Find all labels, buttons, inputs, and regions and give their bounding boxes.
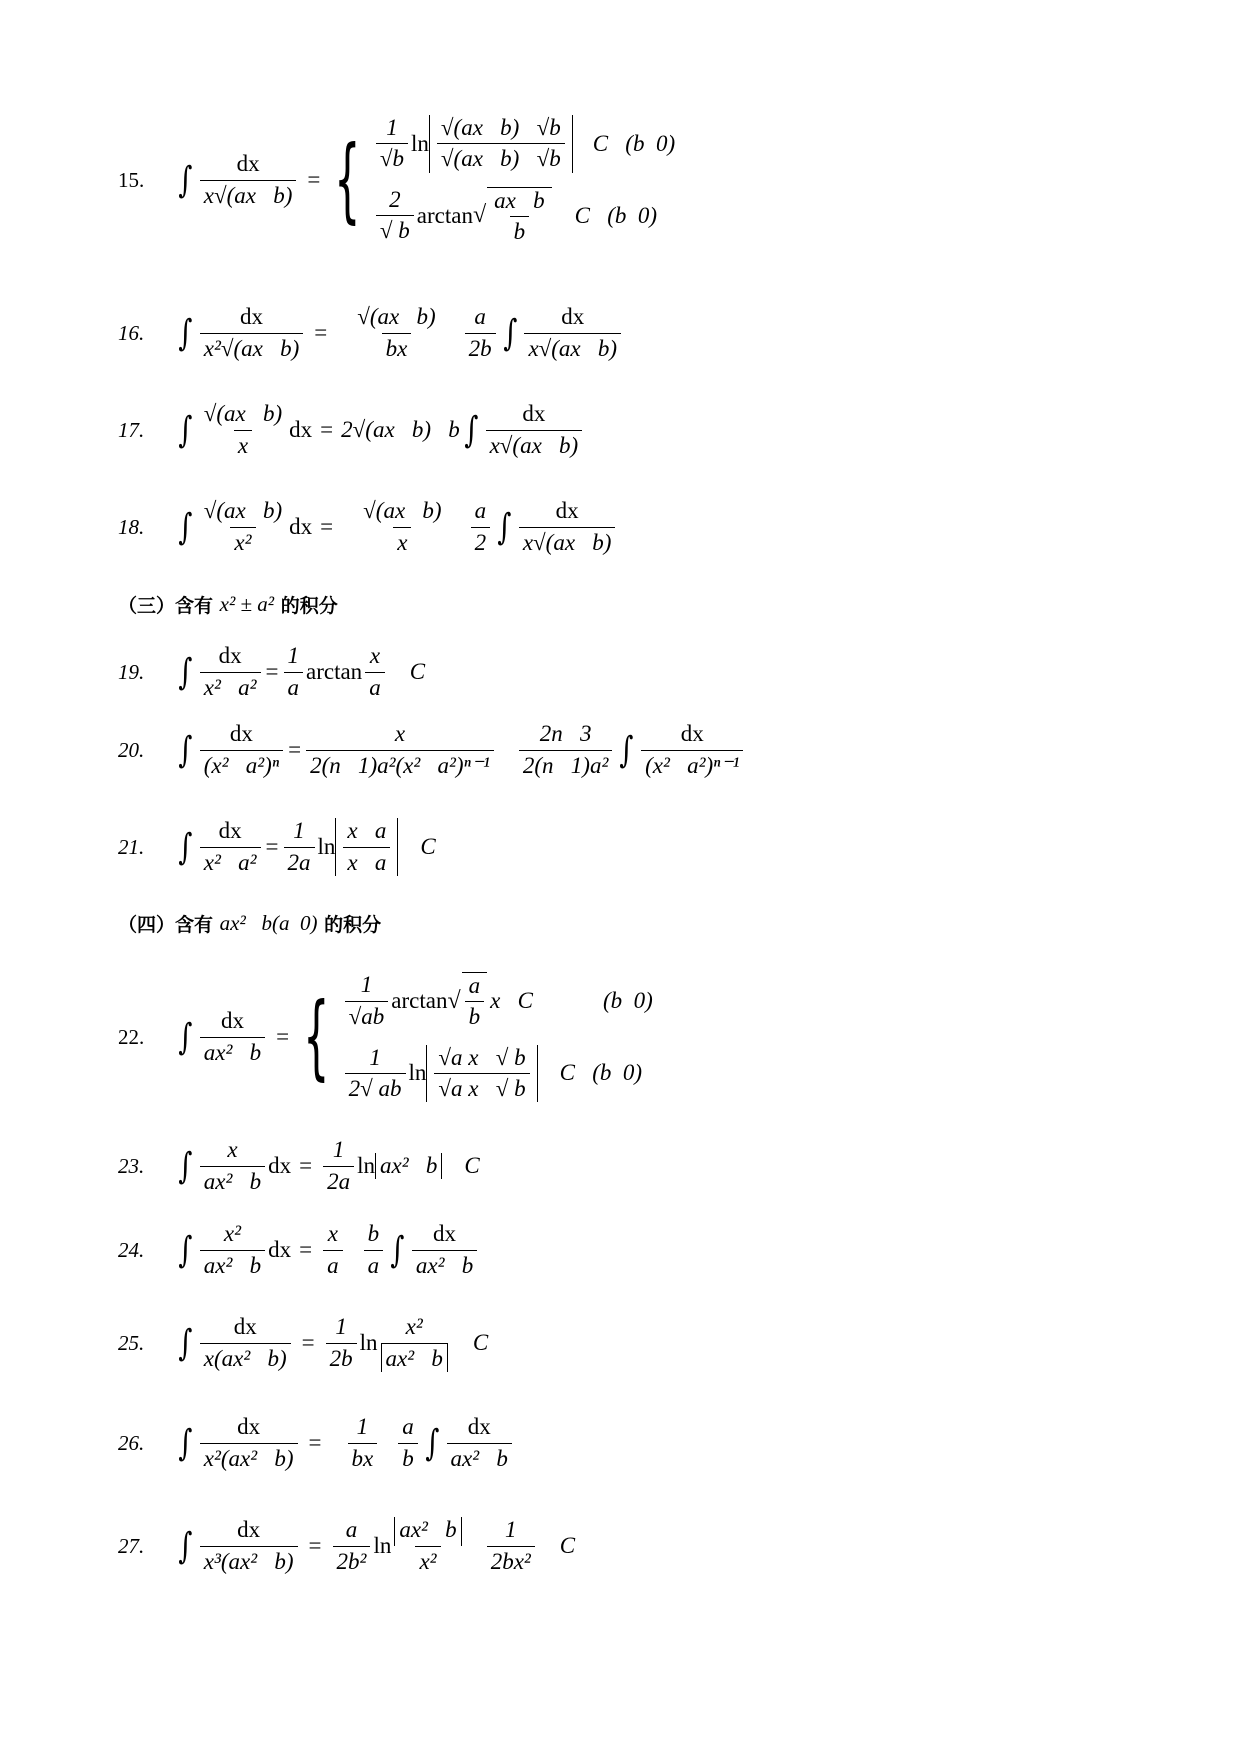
- case-list: [373, 115, 675, 246]
- formula-number: 17.: [118, 417, 145, 442]
- formula-number: 24.: [118, 1237, 145, 1262]
- formula-number: 25.: [118, 1330, 145, 1355]
- left-brace: {: [303, 983, 330, 1090]
- absolute-value: $\frac{\text{√(ax b) √b}}{\text{√(ax b) √b}}$: [429, 115, 573, 173]
- left-brace: {: [334, 126, 361, 233]
- formula-17: 17. ∫ $\frac{\text{√(ax b)}}{x}$ dx = 2√(ax b) b ∫ $\frac{dx}{\text{x√(ax b)}}$: [118, 395, 585, 465]
- formula-27: 27. ∫ $\frac{dx}{\text{x³(ax² b)}}$ = $\frac{a}{\text{2b²}}$ ln $\frac{\text{ax² b}}{\text{x²}}$ $\frac{1}{\text{2bx²}}$ C: [118, 1517, 576, 1574]
- radical-sign: √: [472, 202, 487, 229]
- formula-number: 21.: [118, 834, 145, 859]
- section-heading-4: （四）含有 ax² b(a 0) 的积分: [118, 911, 382, 936]
- formula-25: 25. ∫ $\frac{dx}{\text{x(ax² b)}}$ = $\frac{1}{2b}$ ln $\frac{\text{x²}}{\text{ax² b}}$ C: [118, 1314, 489, 1371]
- formula-20: 20. ∫ $\frac{dx}{\text{(x² a²)ⁿ}}$ = $\frac{x}{\text{2(n 1)a²(x² a²)ⁿ⁻¹}}$ $\frac{2n 3}{\text{2(n 1)a²}}$ ∫ $\frac{dx}{\text{(x² a²)ⁿ⁻¹}}$: [118, 718, 746, 782]
- case-2: $\frac{1}{2√ ab}$ ln $\frac{\text{√a x √ b}}{\text{√a x √ b}}$ C (b 0): [342, 1045, 653, 1103]
- case-1: $\frac{1}{√ab}$ arctan √ $\frac{a}{b}$ x C (b 0): [342, 972, 653, 1031]
- formula-number: 27.: [118, 1533, 145, 1558]
- formula-number: 19.: [118, 659, 145, 684]
- formula-18: 18. ∫ $\frac{\text{√(ax b)}}{\text{x²}}$ dx = $\frac{\text{√(ax b)}}{x}$ $\frac{a}{2}$ ∫ $\frac{dx}{\text{x√(ax b)}}$: [118, 492, 618, 562]
- formula-number: 22.: [118, 1024, 145, 1049]
- formula-number: 20.: [118, 737, 145, 762]
- integral-sign: ∫: [178, 312, 193, 354]
- case-1: $\frac{1}{√b}$ ln $\frac{\text{√(ax b) √b}}{\text{√(ax b) √b}}$ C (b 0): [373, 115, 675, 173]
- formula-26: 26. ∫ $\frac{dx}{\text{x²(ax² b)}}$ = $\frac{1}{bx}$ $\frac{a}{b}$ ∫ $\frac{dx}{\text{ax² b}}$: [118, 1408, 515, 1478]
- integral-sign: ∫: [178, 159, 193, 201]
- formula-number: 16.: [118, 320, 145, 345]
- section-heading-3: （三）含有 x² ± a² 的积分: [118, 592, 338, 617]
- formula-23: 23. ∫ $\frac{x}{\text{ax² b}}$ dx = $\frac{1}{2a}$ ln ax² b C: [118, 1137, 480, 1194]
- formula-16: 16. ∫ $\frac{dx}{\text{x²√(ax b)}}$ = $\frac{\text{√(ax b)}}{bx}$ $\frac{a}{2b}$ ∫ $\frac{dx}{\text{x√(ax b)}}$: [118, 298, 624, 368]
- formula-21: 21. ∫ $\frac{dx}{\text{x² a²}}$ = $\frac{1}{2a}$ ln $\frac{\text{x a}}{\text{x a}}$ C: [118, 818, 436, 875]
- formula-15: [118, 110, 675, 250]
- formula-number: 26.: [118, 1430, 145, 1455]
- formula-number: 23.: [118, 1153, 145, 1178]
- equals-sign: =: [307, 167, 321, 192]
- case-2: $\frac{2}{√ b}$ arctan √ $\frac{\text{ax b}}{b}$ C (b 0): [373, 187, 675, 246]
- formula-number: 15.: [118, 167, 145, 192]
- formula-19: 19. ∫ $\frac{dx}{\text{x² a²}}$ = $\frac{1}{a}$ arctan $\frac{x}{a}$ C: [118, 643, 426, 700]
- integrand: $\frac{dx}{\text{x√(ax b)}}$: [200, 151, 297, 209]
- formula-22: 22. ∫ $\frac{dx}{\text{ax² b}}$ = { $\frac{1}{√ab}$ arctan √ $\frac{a}{b}$ x C (b 0) $\frac{1}{2√ ab}$ ln $\frac{\text{√a x √ b}}{\text{√a x √ b}}$ C (b 0): [118, 972, 653, 1101]
- formula-number: 18.: [118, 514, 145, 539]
- formula-24: 24. ∫ $\frac{\text{x²}}{\text{ax² b}}$ dx = $\frac{x}{a}$ $\frac{b}{a}$ ∫ $\frac{dx}{\text{ax² b}}$: [118, 1218, 480, 1282]
